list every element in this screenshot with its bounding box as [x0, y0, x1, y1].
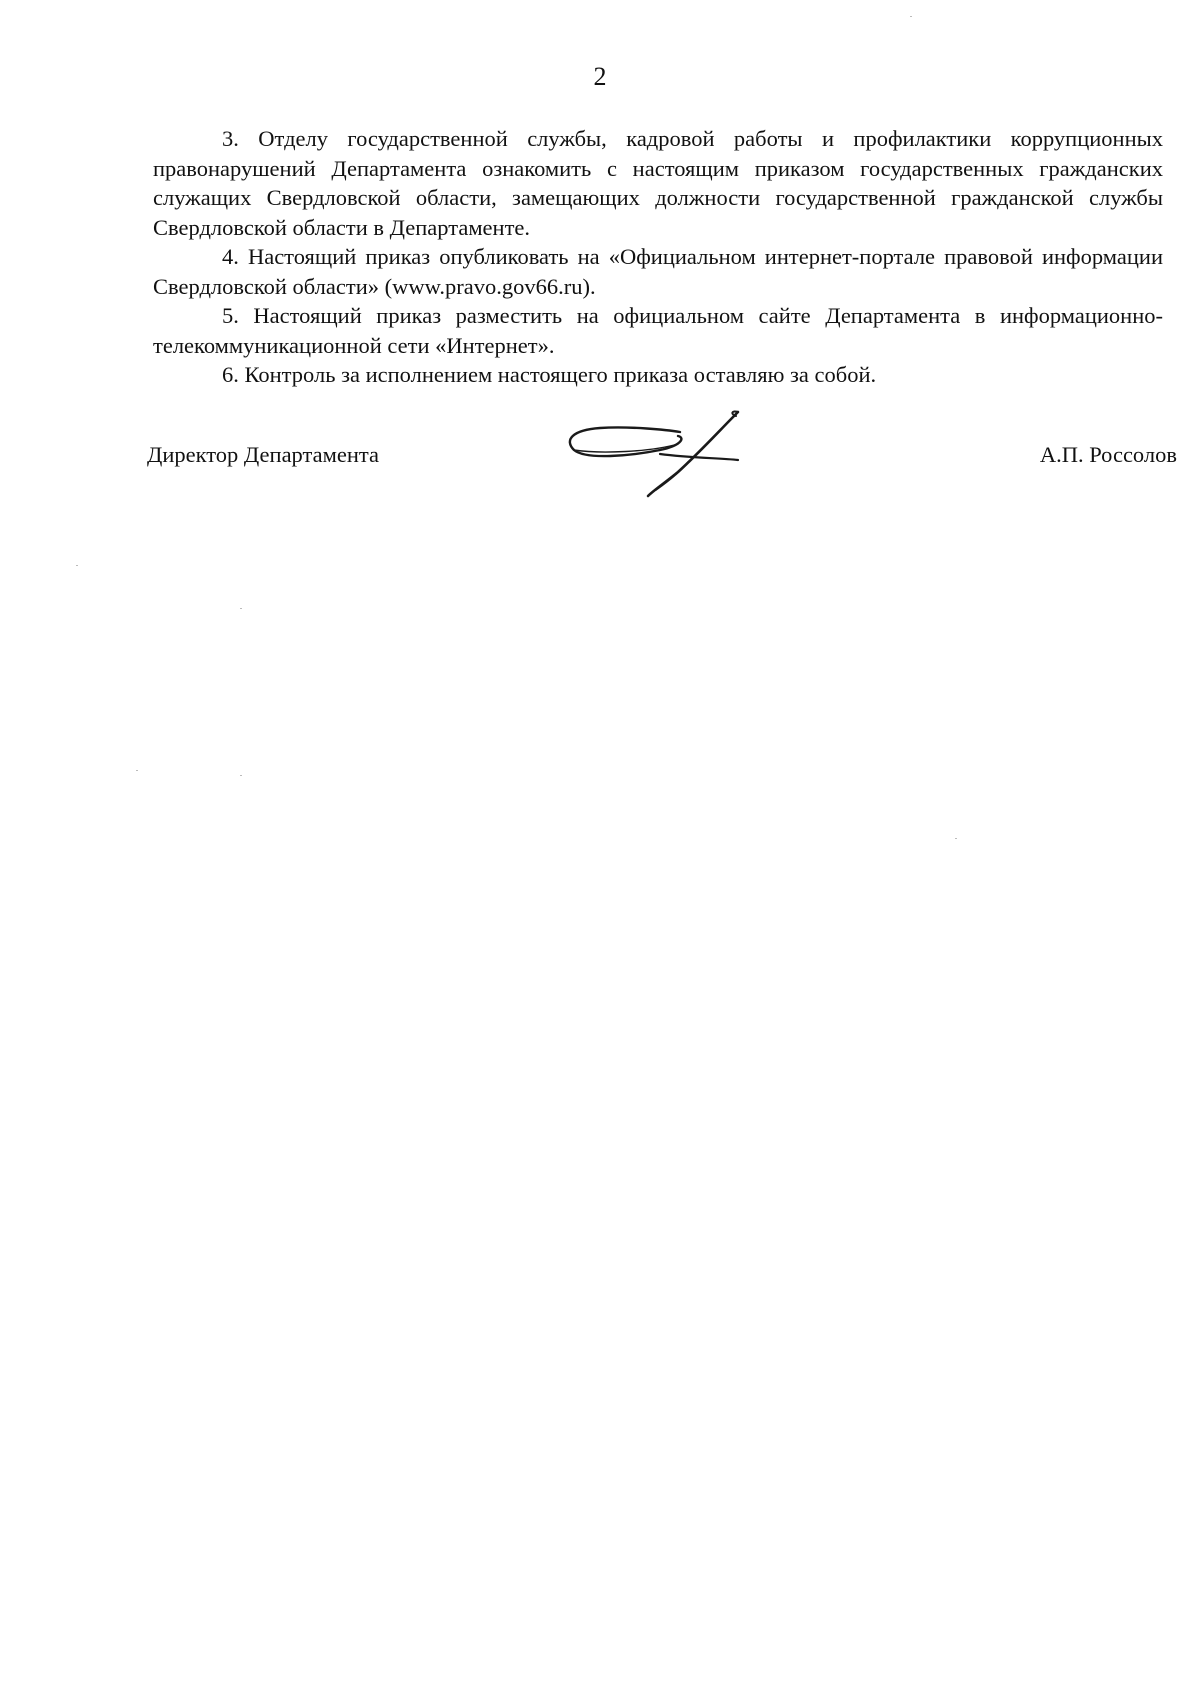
- scan-speck: [76, 565, 78, 566]
- paragraph-5: 5. Настоящий приказ разместить на официальном сайте Департамента в информационно-телекоммуникационной сети «Интернет».: [153, 303, 1163, 358]
- scan-speck: [240, 608, 242, 609]
- page-number: 2: [593, 62, 607, 91]
- signatory-name: А.П. Россолов: [1039, 442, 1177, 467]
- signature-block: [147, 440, 1177, 530]
- signatory-position: Директор Департамента: [147, 442, 379, 467]
- paragraph-3: 3. Отделу государственной службы, кадровой работы и профилактики коррупционных правонарушений Департамента ознакомить с настоящим приказом государственных гражданских служащих Свердловской области, замещающих должности государственной гражданской службы Свердловской области в Департаменте.: [153, 126, 1163, 240]
- handwritten-signature-icon: [560, 410, 760, 510]
- scan-speck: [136, 770, 138, 771]
- paragraph-6: 6. Контроль за исполнением настоящего приказа оставляю за собой.: [222, 362, 877, 387]
- document-body: [153, 124, 1163, 390]
- paragraph-4: 4. Настоящий приказ опубликовать на «Официальном интернет-портале правовой информации Свердловской области» (www.pravo.gov66.ru).: [153, 244, 1163, 299]
- scan-speck: [955, 838, 957, 839]
- scan-speck: [910, 16, 912, 17]
- scan-speck: [240, 775, 242, 776]
